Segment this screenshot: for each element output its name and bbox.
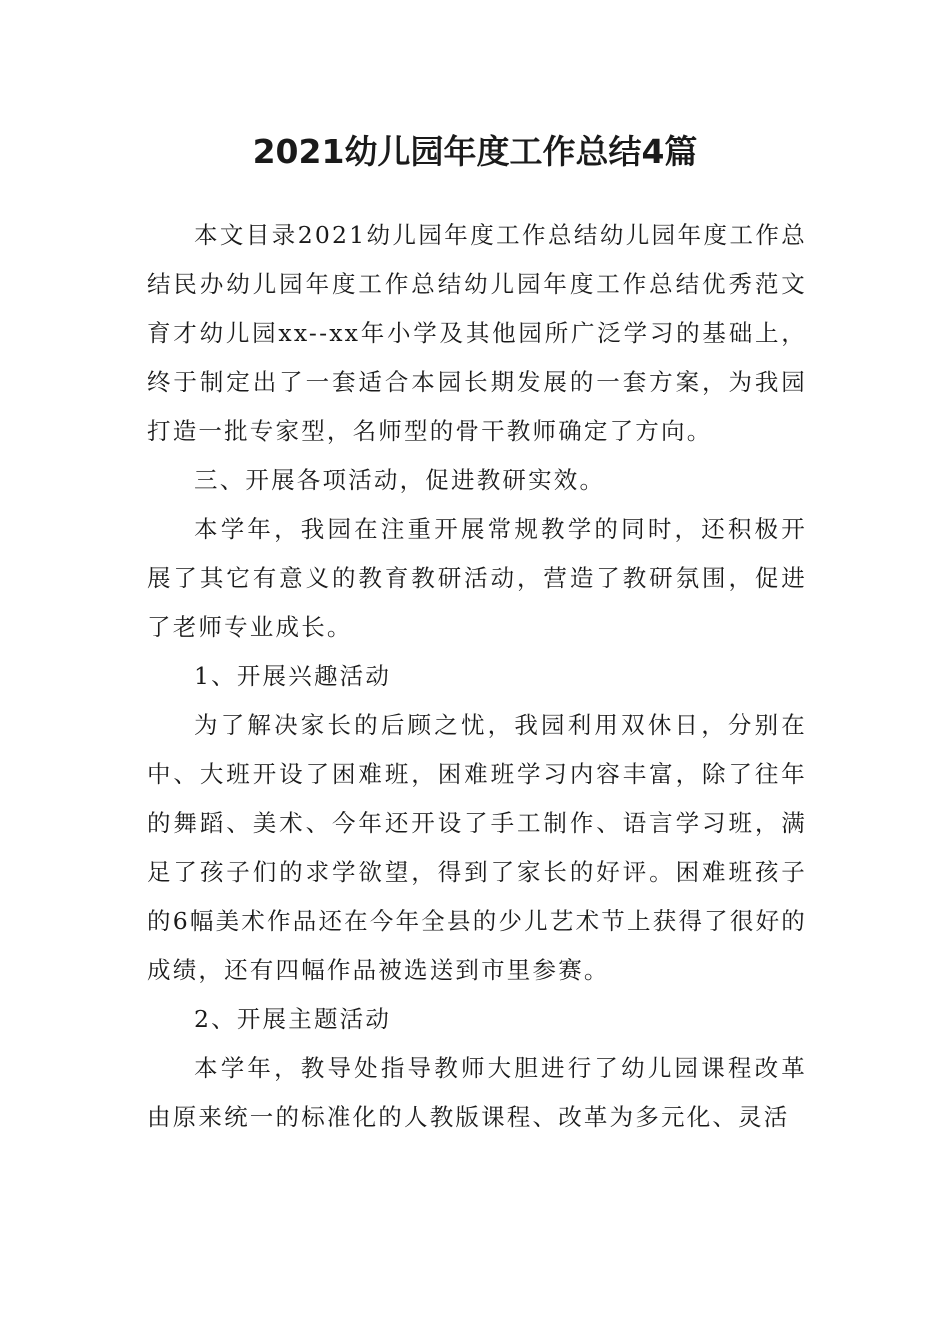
- subheading-interest-activities: 1、开展兴趣活动: [194, 662, 392, 690]
- paragraph-theme-activities: 本学年，教导处指导教师大胆进行了幼儿园课程改革由原来统一的标准化的人教版课程、改革为多元化、灵活: [147, 1054, 807, 1131]
- subheading-theme-activities: 2、开展主题活动: [194, 1005, 392, 1033]
- document-body: [147, 211, 859, 1142]
- paragraph-intro: 本文目录2021幼儿园年度工作总结幼儿园年度工作总结民办幼儿园年度工作总结幼儿园年度工作总结优秀范文 育才幼儿园xx--xx年小学及其他园所广泛学习的基础上，终于制定出了一套适合本园长期发展的一套方案，为我园打造一批专家型，名师型的骨干教师确定了方向。: [147, 221, 859, 445]
- document-title: 2021幼儿园年度工作总结4篇: [252, 132, 698, 171]
- paragraph-activities: 本学年，我园在注重开展常规教学的同时，还积极开展了其它有意义的教育教研活动，营造了教研氛围，促进了老师专业成长。: [147, 515, 807, 641]
- section-heading-activities: 三、开展各项活动，促进教研实效。: [194, 466, 606, 494]
- paragraph-interest-activities: 为了解决家长的后顾之忧，我园利用双休日，分别在中、大班开设了困难班，困难班学习内容丰富，除了往年的舞蹈、美术、今年还开设了手工制作、语言学习班，满足了孩子们的求学欲望，得到了家长的好评。困难班孩子的6幅美术作品还在今年全县的少儿艺术节上获得了很好的成绩，还有四幅作品被选送到市里参赛。: [147, 711, 807, 984]
